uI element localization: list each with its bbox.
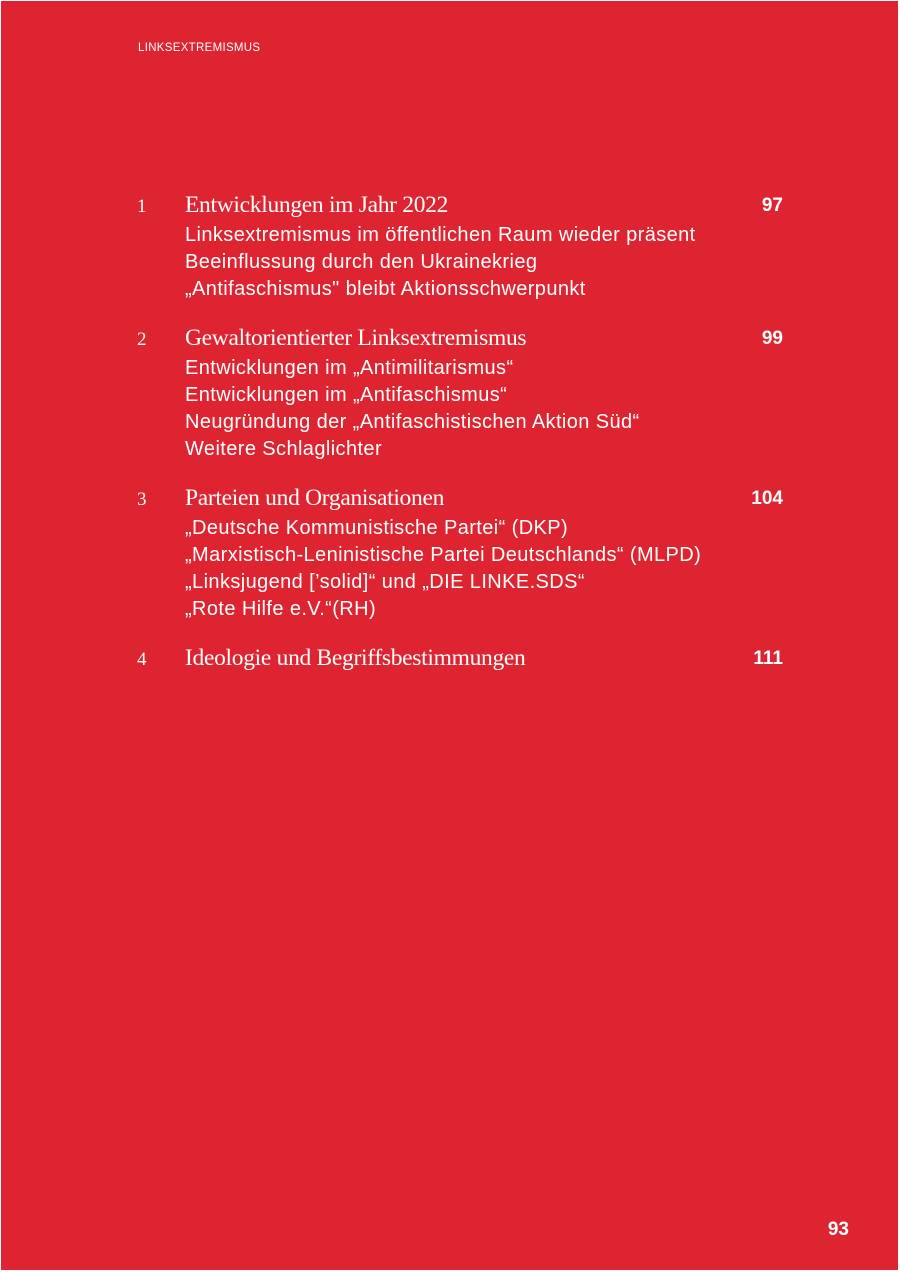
toc-section-heading[interactable] (1, 643, 898, 675)
section-page-number: 99 (761, 328, 783, 349)
toc-section-2 (1, 323, 898, 463)
subsection-list (1, 222, 898, 303)
running-header: LINKSEXTREMISMUS (138, 42, 261, 54)
section-number: 1 (137, 196, 147, 217)
subsection-item[interactable]: Entwicklungen im „Antifaschismus“ (185, 384, 508, 406)
table-of-contents (1, 190, 898, 695)
toc-section-4 (1, 643, 898, 675)
toc-section-1 (1, 190, 898, 303)
subsection-item[interactable]: „Deutsche Kommunistische Partei“ (DKP) (185, 517, 569, 539)
section-title: Entwicklungen im Jahr 2022 (185, 192, 449, 218)
section-title: Ideologie und Begriffsbestimmungen (185, 645, 526, 671)
subsection-list (1, 515, 898, 623)
section-number: 4 (137, 649, 147, 670)
subsection-item[interactable]: „Rote Hilfe e.V.“(RH) (185, 598, 377, 620)
toc-section-heading[interactable] (1, 323, 898, 355)
section-number: 3 (137, 489, 147, 510)
page-number: 93 (827, 1219, 849, 1240)
subsection-item[interactable]: „Marxistisch-Leninistische Partei Deutschlands“ (MLPD) (185, 544, 702, 566)
section-title: Parteien und Organisationen (185, 485, 445, 511)
toc-section-heading[interactable] (1, 483, 898, 515)
section-page-number: 104 (751, 488, 783, 509)
subsection-item[interactable]: Weitere Schlaglichter (185, 438, 383, 460)
subsection-item[interactable]: Linksextremismus im öffentlichen Raum wieder präsent (185, 224, 696, 246)
subsection-item[interactable]: „Antifaschismus" bleibt Aktionsschwerpunkt (185, 278, 586, 300)
subsection-item[interactable]: Beeinflussung durch den Ukrainekrieg (185, 251, 538, 273)
toc-section-heading[interactable] (1, 190, 898, 222)
subsection-item[interactable]: „Linksjugend [’solid]“ und „DIE LINKE.SDS“ (185, 571, 585, 593)
section-title: Gewaltorientierter Linksextremismus (185, 325, 527, 351)
subsection-item[interactable]: Neugründung der „Antifaschistischen Aktion Süd“ (185, 411, 640, 433)
toc-section-3 (1, 483, 898, 623)
subsection-item[interactable]: Entwicklungen im „Antimilitarismus“ (185, 357, 514, 379)
section-page-number: 111 (753, 648, 783, 669)
section-page-number: 97 (761, 195, 783, 216)
section-number: 2 (137, 329, 147, 350)
document-page (1, 1, 898, 1270)
subsection-list (1, 355, 898, 463)
